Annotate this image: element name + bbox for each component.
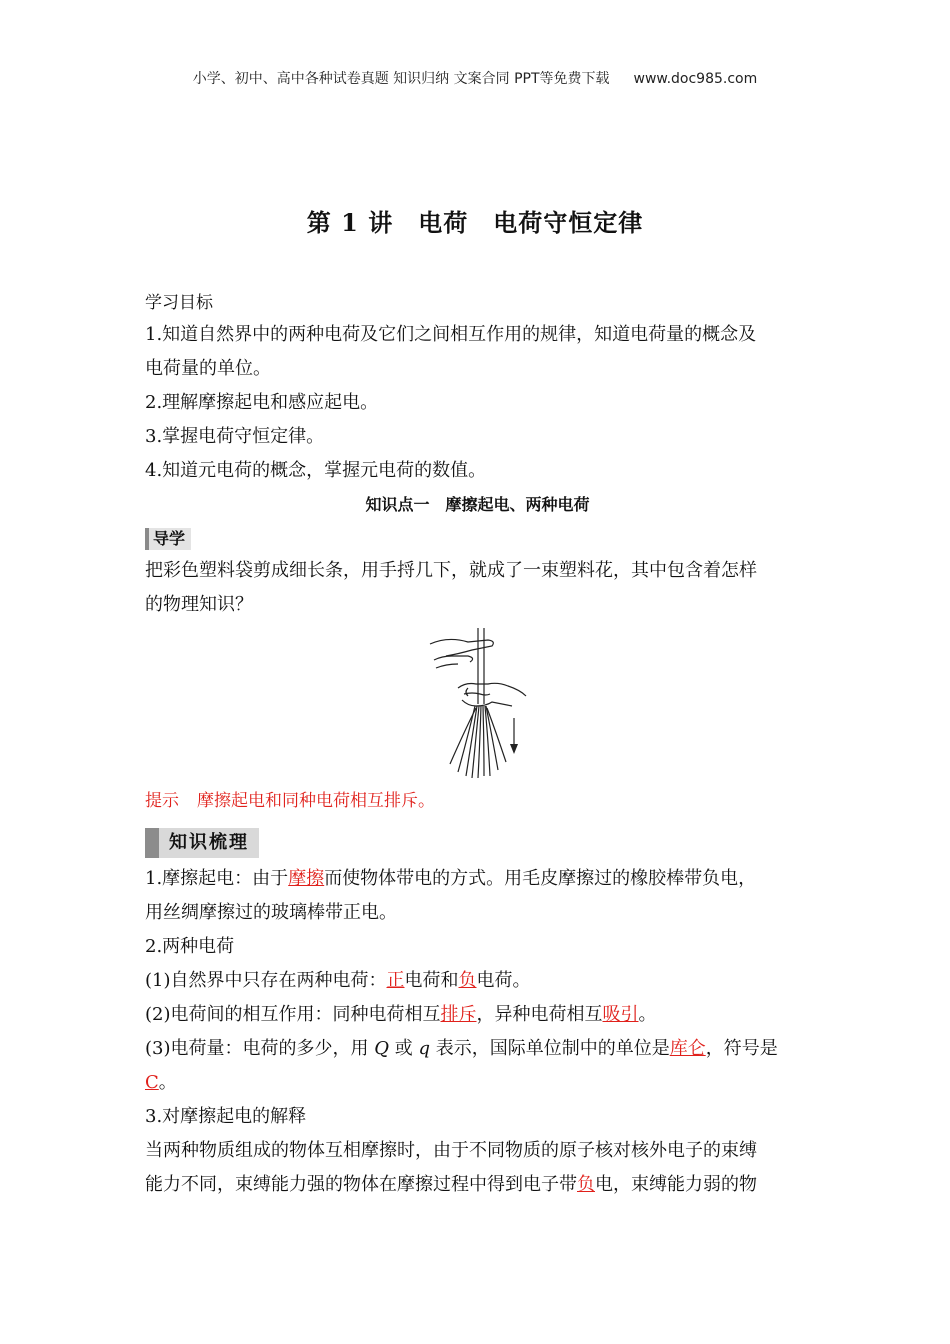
upper-hand-wrist — [436, 664, 458, 668]
goals-heading: 学习目标 — [145, 293, 213, 313]
answer-blank: 吸引 — [602, 1004, 639, 1025]
upper-hand-finger — [434, 656, 473, 662]
text-run: (1)自然界中只存在两种电荷： — [145, 970, 387, 991]
guide-tag: 导学 — [145, 528, 191, 550]
paragraph-line — [145, 998, 810, 1032]
text-run: 能力不同，束缚能力强的物体在摩擦过程中得到电子带 — [145, 1174, 577, 1195]
paragraph-line: 当两种物质组成的物体互相摩擦时，由于不同物质的原子核对核外电子的束缚 — [145, 1140, 757, 1161]
text-run: 表示，国际单位制中的单位是 — [429, 1038, 670, 1059]
text-run: 电荷和 — [404, 970, 459, 991]
text-run: (3)电荷量：电荷的多少，用 — [145, 1038, 375, 1059]
guide-question-line: 把彩色塑料袋剪成细长条，用手捋几下，就成了一束塑料花，其中包含着怎样 — [145, 560, 757, 581]
paragraph-line — [145, 964, 810, 998]
paragraph-line — [145, 1032, 810, 1066]
lower-hand-fist — [462, 700, 512, 706]
paragraph-line — [145, 862, 810, 896]
goal-item: 1.知道自然界中的两种电荷及它们之间相互作用的规律，知道电荷量的概念及 — [145, 324, 757, 345]
hand-stroking-strips-illustration — [428, 626, 538, 781]
hint-label: 提示 — [145, 791, 179, 811]
answer-blank: 负 — [577, 1174, 595, 1195]
header-url[interactable]: www.doc985.com — [633, 71, 758, 87]
paragraph-heading: 3.对摩擦起电的解释 — [145, 1106, 307, 1127]
strip — [483, 706, 484, 776]
knowledge-point-heading: 知识点一 摩擦起电、两种电荷 — [365, 495, 590, 514]
variable-q-upper: Q — [374, 1038, 389, 1059]
lower-hand-top — [458, 683, 526, 696]
knowledge-sort-tag: 知识梳理 — [145, 828, 259, 858]
guide-question-line: 的物理知识？ — [145, 594, 253, 615]
lower-hand-thumb — [466, 688, 468, 696]
answer-blank: 排斥 — [440, 1004, 477, 1025]
answer-blank: 正 — [386, 970, 405, 991]
paragraph-line — [145, 1168, 810, 1202]
text-run: 或 — [388, 1038, 419, 1059]
paragraph-line — [145, 1066, 810, 1100]
hint-line — [145, 784, 810, 818]
text-run: 而使物体带电的方式。用毛皮摩擦过的橡胶棒带负电， — [324, 868, 757, 889]
goal-item: 2.理解摩擦起电和感应起电。 — [145, 392, 379, 413]
page-header — [0, 68, 950, 88]
strip — [487, 708, 506, 762]
lower-hand-finger — [464, 693, 490, 695]
answer-blank: 负 — [458, 970, 477, 991]
text-run: 电荷。 — [476, 970, 531, 991]
paragraph-line: 用丝绸摩擦过的玻璃棒带正电。 — [145, 902, 397, 923]
paragraph-heading: 2.两种电荷 — [145, 936, 235, 957]
goal-item: 3.掌握电荷守恒定律。 — [145, 426, 325, 447]
answer-blank: 库仑 — [669, 1038, 706, 1059]
text-run: ，异种电荷相互 — [476, 1004, 603, 1025]
answer-blank: C — [145, 1072, 159, 1093]
document-body — [145, 288, 810, 1202]
page-title: 第 1 讲 电荷 电荷守恒定律 — [306, 208, 644, 237]
goal-item: 电荷量的单位。 — [145, 358, 271, 379]
hint-text: 摩擦起电和同种电荷相互排斥。 — [197, 791, 435, 811]
plastic-flower-figure — [145, 626, 810, 784]
header-text: 小学、初中、高中各种试卷真题 知识归纳 文案合同 PPT等免费下载 — [192, 71, 610, 87]
goal-item: 4.知道元电荷的概念，掌握元电荷的数值。 — [145, 460, 487, 481]
text-run: 1.摩擦起电：由于 — [145, 868, 289, 889]
down-arrow-head — [510, 744, 518, 754]
answer-blank: 摩擦 — [288, 868, 325, 889]
text-run: 。 — [158, 1072, 177, 1093]
text-run: (2)电荷间的相互作用：同种电荷相互 — [145, 1004, 441, 1025]
text-run: ，符号是 — [705, 1038, 778, 1059]
text-run: 。 — [638, 1004, 657, 1025]
text-run: 电，束缚能力弱的物 — [595, 1174, 757, 1195]
variable-q-lower: q — [418, 1038, 430, 1059]
